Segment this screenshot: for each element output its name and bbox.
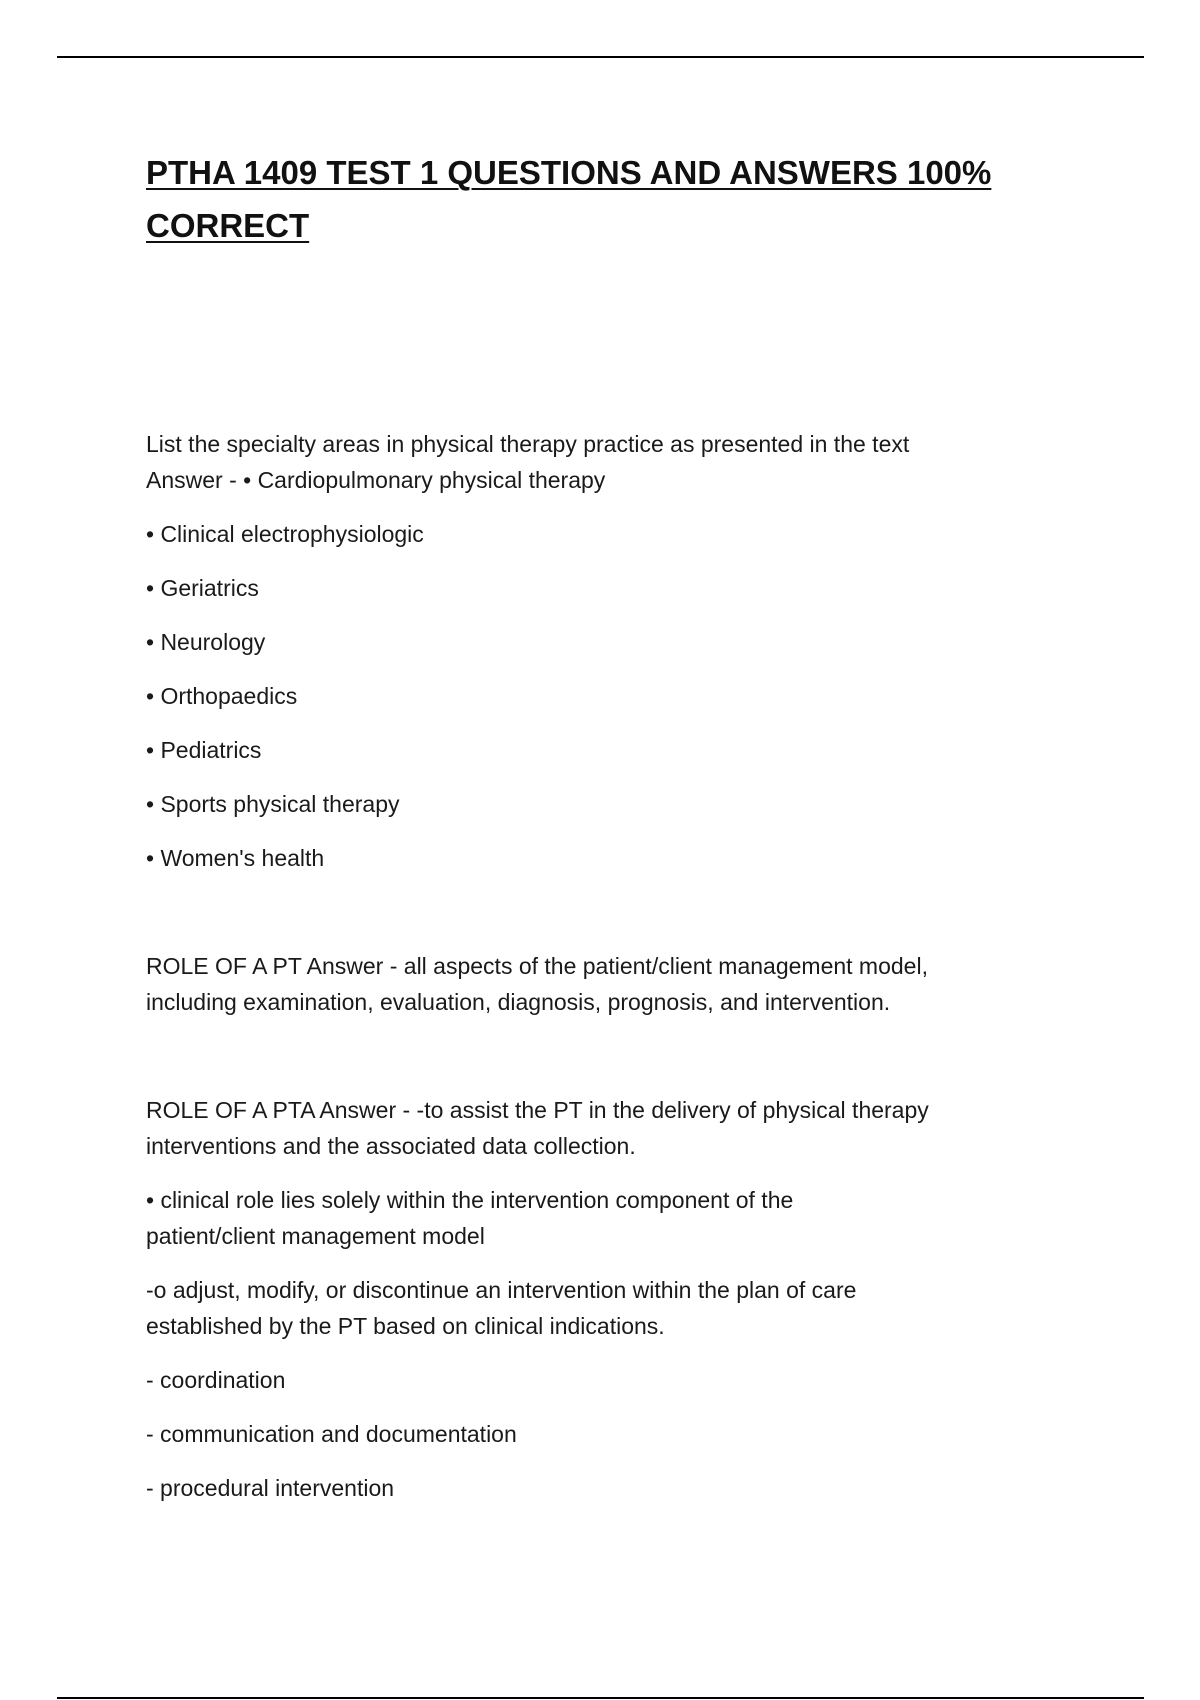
q2-line-2: including examination, evaluation, diagnosis, prognosis, and intervention.: [146, 989, 891, 1015]
q3-adjust-line-1: -o adjust, modify, or discontinue an intervention within the plan of care: [146, 1277, 857, 1303]
list-item: • Neurology: [146, 629, 266, 655]
list-item: • Sports physical therapy: [146, 791, 400, 817]
list-item: - procedural intervention: [146, 1475, 395, 1501]
q3-bullet: [146, 1182, 1046, 1254]
list-item: • Pediatrics: [146, 737, 262, 763]
document-body: [146, 426, 1046, 1524]
q3-adjust-line-2: established by the PT based on clinical indications.: [146, 1313, 665, 1339]
q2-line-1: ROLE OF A PT Answer - all aspects of the patient/client management model,: [146, 953, 928, 979]
title-line-2: CORRECT: [146, 207, 310, 244]
footer-rule: [57, 1697, 1144, 1699]
q3-adjust: [146, 1272, 1046, 1344]
q3-block: [146, 1092, 1046, 1164]
list-item: • Geriatrics: [146, 575, 259, 601]
list-item: - coordination: [146, 1367, 286, 1393]
header-rule: [57, 56, 1144, 58]
q2-block: [146, 948, 1046, 1020]
list-item: • Orthopaedics: [146, 683, 298, 709]
document-title: [146, 146, 1046, 252]
title-line-1: PTHA 1409 TEST 1 QUESTIONS AND ANSWERS 100%: [146, 154, 992, 191]
q3-line-1: ROLE OF A PTA Answer - -to assist the PT in the delivery of physical therapy: [146, 1097, 929, 1123]
list-item: - communication and documentation: [146, 1421, 517, 1447]
q1-answer-first: Answer - • Cardiopulmonary physical therapy: [146, 467, 606, 493]
q1-question-block: [146, 426, 1046, 498]
list-item: • Women's health: [146, 845, 325, 871]
q3-bullet-line-1: • clinical role lies solely within the intervention component of the: [146, 1187, 794, 1213]
q1-question: List the specialty areas in physical therapy practice as presented in the text: [146, 431, 910, 457]
list-item: • Clinical electrophysiologic: [146, 521, 424, 547]
q3-bullet-line-2: patient/client management model: [146, 1223, 485, 1249]
q3-line-2: interventions and the associated data collection.: [146, 1133, 636, 1159]
